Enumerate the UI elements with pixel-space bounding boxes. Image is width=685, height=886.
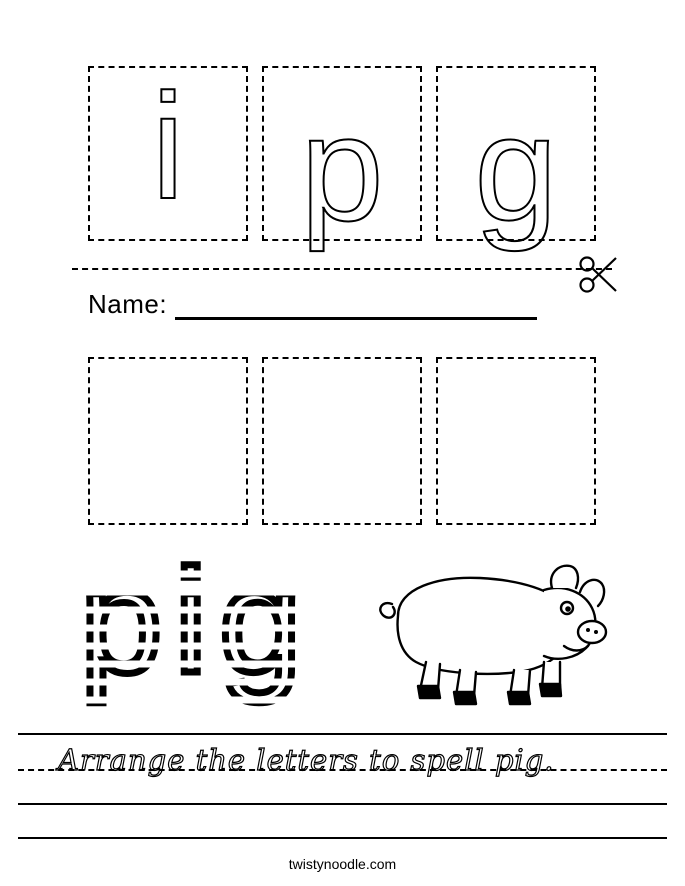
handwriting-line-baseline (18, 803, 667, 805)
letter-tile[interactable] (88, 61, 248, 241)
letter-tile-label: p (300, 83, 384, 252)
scissors-icon (576, 252, 622, 298)
footer-site-name: twistynoodle.com (288, 856, 397, 872)
answer-box[interactable] (88, 357, 248, 525)
name-field[interactable] (88, 289, 537, 320)
pig-illustration (368, 558, 608, 718)
handwriting-prompt-text: Arrange the letters to spell pig. (58, 743, 555, 777)
answer-box[interactable] (436, 357, 596, 525)
handwriting-line-top (18, 733, 667, 735)
name-label: Name: (88, 289, 168, 319)
name-input-line[interactable] (175, 291, 537, 320)
trace-area (80, 539, 620, 718)
handwriting-line-bottom (18, 837, 667, 839)
handwriting-block (18, 733, 667, 843)
trace-word: pig (80, 539, 314, 704)
answer-box[interactable] (262, 357, 422, 525)
letter-tile-label: g (474, 83, 558, 252)
letter-tile-row (88, 61, 608, 252)
letter-tile[interactable] (262, 66, 422, 252)
answer-box-row (88, 357, 608, 525)
letter-tile[interactable] (436, 66, 596, 252)
letter-tile-label: i (151, 61, 185, 230)
cut-line (72, 268, 612, 270)
